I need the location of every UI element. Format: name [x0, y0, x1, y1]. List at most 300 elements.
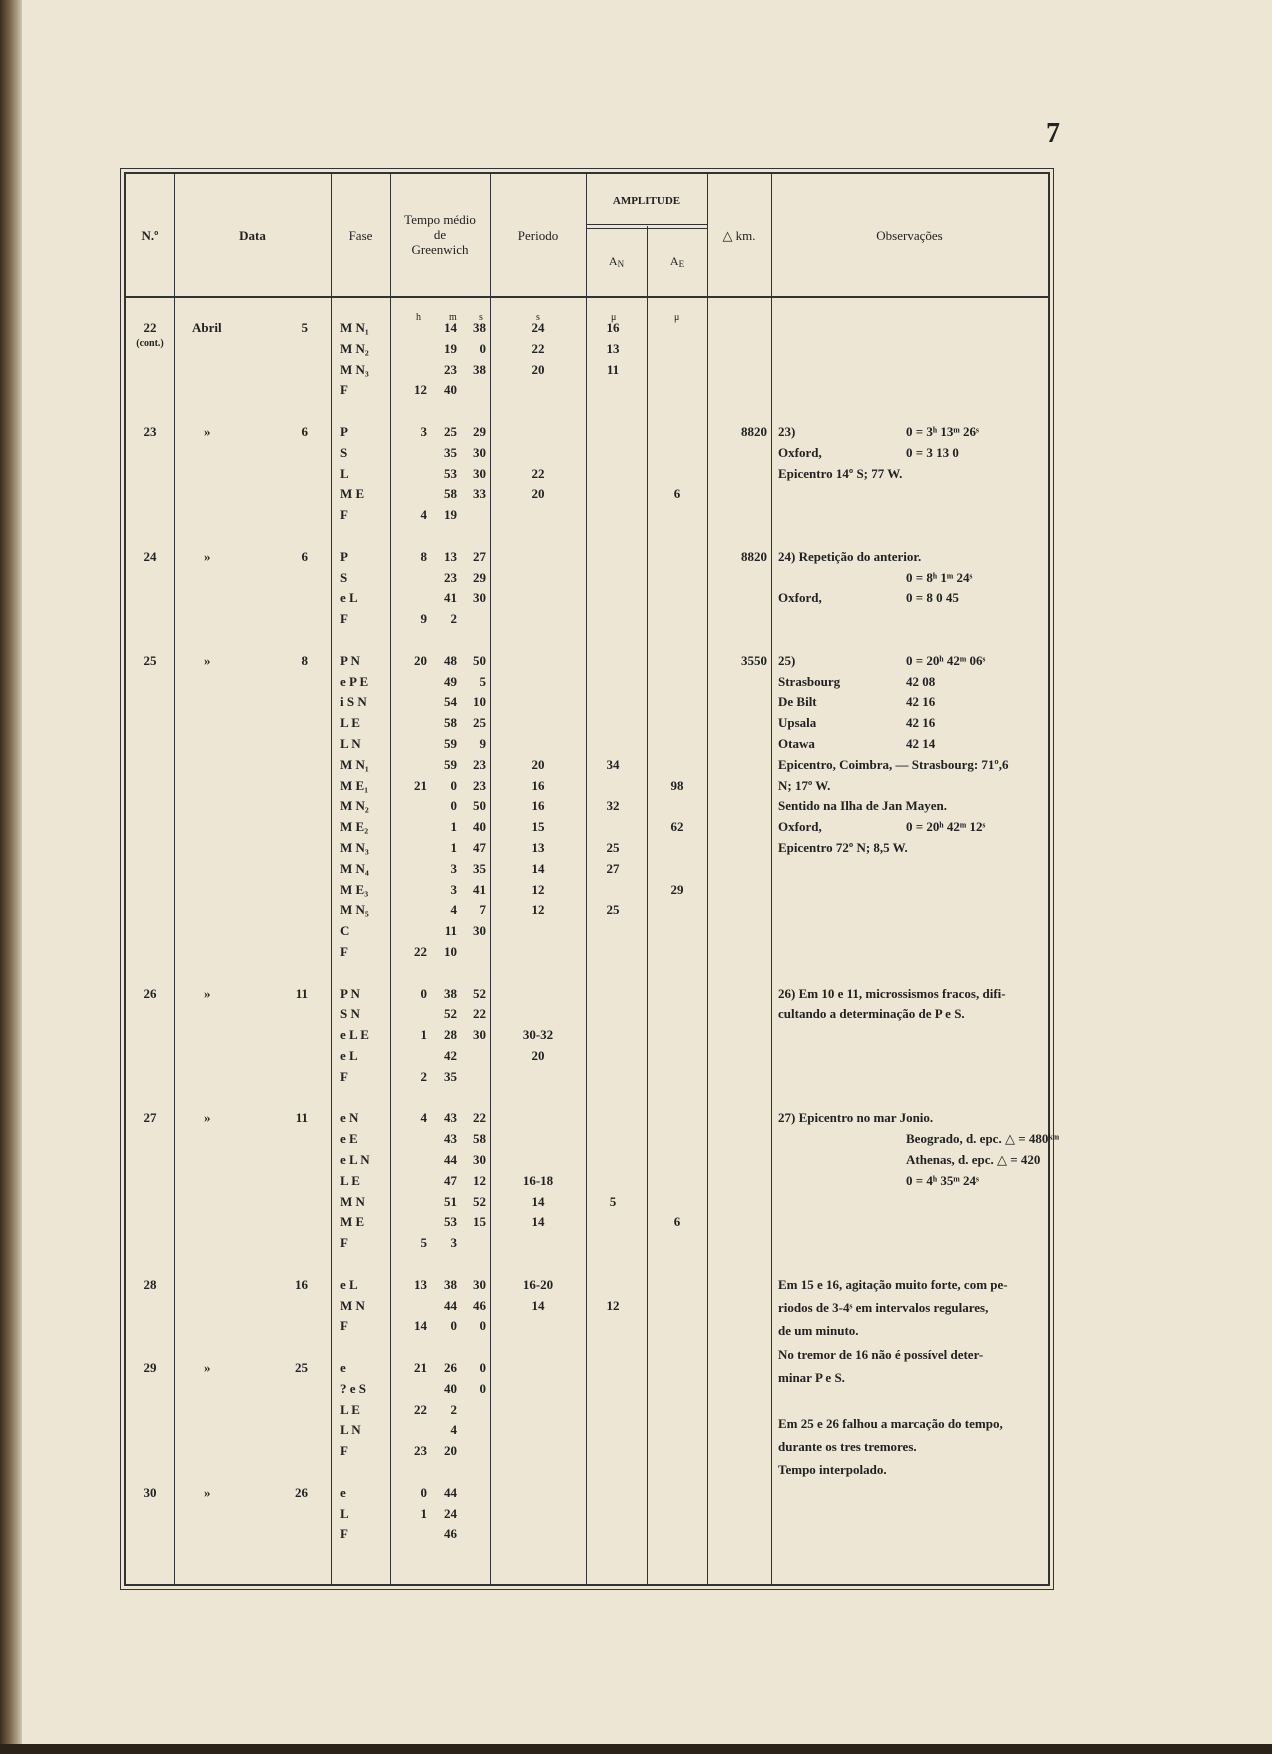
unit-ae: μ — [674, 312, 680, 323]
cell-no: 29 — [143, 1360, 157, 1375]
cell-periodo: 13 — [531, 840, 545, 855]
cell-second: 5 — [479, 673, 486, 689]
cell-second: 22 — [473, 1110, 486, 1126]
cell-fase: M N₄ — [340, 860, 369, 876]
cell-fase: L — [340, 1505, 349, 1521]
obs-text: Epicentro 14º S; 77 W. — [778, 465, 903, 481]
cell-minute: 14 — [444, 320, 457, 335]
cell-minute: 59 — [444, 736, 457, 751]
cell-minute: 44 — [444, 1152, 457, 1167]
header-an-letter: A — [608, 254, 618, 268]
cell-minute: 4 — [450, 1422, 457, 1438]
cell-minute: 10 — [444, 944, 457, 959]
cell-minute: 25 — [444, 424, 457, 439]
obs-value: 0 = 3 13 0 — [906, 444, 959, 460]
cell-month: » — [204, 548, 211, 564]
cell-periodo: 16 — [531, 798, 545, 814]
unit-m: m — [449, 312, 457, 323]
cell-second: 38 — [473, 320, 486, 335]
cell-periodo: 22 — [531, 340, 545, 356]
cell-day: 11 — [295, 1110, 308, 1126]
amplitude-divider — [586, 228, 707, 229]
cell-minute: 19 — [444, 340, 457, 356]
cell-minute: 13 — [444, 548, 457, 564]
cell-fase: e L — [340, 590, 358, 606]
cell-fase: P N — [340, 985, 360, 1001]
cell-hour: 20 — [414, 652, 427, 668]
cell-fase: M N — [340, 1193, 365, 1209]
cell-hour: 9 — [420, 611, 427, 627]
cell-minute: 51 — [444, 1193, 457, 1209]
obs-value: Athenas, d. epc. △ = 420 — [906, 1152, 1041, 1167]
obs-text: Sentido na Ilha de Jan Mayen. — [778, 798, 948, 814]
cell-fase: L — [340, 465, 349, 481]
cell-no: 23 — [143, 424, 157, 439]
cell-an: 16 — [606, 320, 620, 335]
cell-minute: 53 — [444, 465, 457, 481]
cell-periodo: 12 — [531, 881, 545, 897]
cell-periodo: 14 — [531, 1193, 545, 1209]
cell-no: 27 — [143, 1110, 157, 1126]
cell-an: 11 — [606, 361, 620, 377]
cell-an: 27 — [606, 860, 620, 876]
cell-month: » — [204, 1110, 211, 1126]
cell-minute: 41 — [444, 590, 457, 606]
cell-second: 15 — [473, 1214, 486, 1230]
obs-note: No tremor de 16 não é possível deter- — [778, 1347, 984, 1362]
cell-periodo: 20 — [531, 1048, 545, 1063]
cell-minute: 1 — [450, 840, 457, 855]
header-tempo-line2: de — [433, 227, 447, 242]
cell-fase: i S N — [340, 694, 367, 710]
cell-minute: 58 — [444, 715, 457, 731]
cell-fase: L E — [340, 1401, 360, 1417]
cell-second: 9 — [479, 736, 486, 751]
cell-day: 5 — [301, 320, 308, 335]
cell-an: 34 — [606, 756, 620, 772]
cell-second: 29 — [473, 424, 486, 439]
obs-text: 25) — [778, 652, 796, 668]
cell-ae: 62 — [670, 819, 684, 835]
header-tempo-line1: Tempo médio — [404, 212, 476, 227]
obs-note: Tempo interpolado. — [778, 1462, 887, 1477]
col-divider — [707, 174, 708, 1584]
unit-s: s — [479, 312, 483, 323]
cell-second: 38 — [473, 361, 486, 377]
cell-minute: 42 — [444, 1048, 457, 1063]
header-an — [586, 254, 647, 272]
cell-second: 10 — [473, 694, 486, 710]
cell-fase: e L — [340, 1276, 358, 1292]
col-divider — [647, 226, 648, 1584]
cell-second: 0 — [479, 1318, 486, 1334]
obs-text: Epicentro 72º N; 8,5 W. — [778, 840, 908, 855]
obs-note: minar P e S. — [778, 1370, 845, 1385]
obs-text: Upsala — [778, 715, 817, 731]
cell-fase: F — [340, 507, 348, 523]
cell-hour: 4 — [420, 1110, 427, 1126]
cell-fase: L N — [340, 736, 361, 751]
cell-minute: 47 — [444, 1172, 457, 1188]
obs-note: de um minuto. — [778, 1323, 859, 1338]
header-periodo: Periodo — [517, 228, 559, 243]
obs-value: 0 = 20ʰ 42ᵐ 06ˢ — [906, 652, 986, 668]
cell-day: 25 — [295, 1360, 308, 1375]
obs-value: 0 = 20ʰ 42ᵐ 12ˢ — [906, 819, 986, 835]
cell-minute: 53 — [444, 1214, 457, 1230]
obs-text: De Bilt — [778, 694, 817, 710]
cell-second: 33 — [473, 486, 486, 502]
cell-fase: M E₃ — [340, 881, 369, 897]
cell-an: 12 — [606, 1297, 620, 1313]
cell-an: 13 — [606, 340, 620, 356]
obs-value: 42 08 — [906, 673, 936, 689]
cell-an: 5 — [609, 1193, 617, 1209]
cell-hour: 14 — [414, 1318, 427, 1334]
cell-hour: 0 — [420, 1484, 427, 1500]
obs-text: 23) — [778, 424, 796, 439]
obs-text: Oxford, — [778, 819, 822, 835]
obs-value: 0 = 4ʰ 35ᵐ 24ˢ — [906, 1172, 979, 1188]
cell-second: 30 — [473, 923, 486, 939]
obs-text: Oxford, — [778, 444, 822, 460]
cell-fase: M N₁ — [340, 320, 369, 335]
cell-periodo: 16-18 — [522, 1172, 554, 1188]
obs-note: riodos de 3-4ˢ em intervalos regulares, — [778, 1300, 989, 1315]
cell-periodo: 14 — [531, 1214, 545, 1230]
header-ae — [647, 254, 707, 272]
cell-km: 8820 — [741, 424, 767, 439]
cell-second: 47 — [473, 840, 486, 855]
amplitude-divider — [586, 224, 707, 225]
cell-minute: 43 — [444, 1131, 457, 1147]
cell-second: 29 — [473, 569, 486, 585]
header-ae-sub: E — [678, 259, 685, 269]
cell-fase: M N₁ — [340, 756, 369, 772]
cell-minute: 38 — [444, 985, 457, 1001]
cell-minute: 40 — [444, 382, 457, 398]
header-data: Data — [239, 228, 266, 243]
header-amplitude: AMPLITUDE — [612, 195, 681, 207]
cell-fase: e E — [340, 1131, 358, 1147]
cell-periodo: 15 — [531, 819, 545, 835]
cell-fase: M E — [340, 486, 365, 502]
cell-hour: 22 — [414, 944, 427, 959]
cell-hour: 0 — [420, 985, 427, 1001]
cell-minute: 54 — [444, 694, 457, 710]
cell-periodo: 14 — [531, 1297, 545, 1313]
obs-value: 0 = 8ʰ 1ᵐ 24ˢ — [906, 569, 973, 585]
cell-second: 30 — [473, 590, 486, 606]
col-divider — [490, 174, 491, 1584]
cell-minute: 59 — [444, 756, 457, 772]
cell-second: 0 — [479, 1360, 486, 1375]
cell-fase: P — [340, 548, 348, 564]
obs-text: 24) Repetição do anterior. — [778, 548, 922, 564]
cell-second: 30 — [473, 444, 486, 460]
cell-no: 28 — [143, 1276, 157, 1292]
obs-value: 42 14 — [906, 736, 936, 751]
cell-ae: 6 — [673, 486, 681, 502]
header-ae-letter: A — [669, 254, 679, 268]
obs-text: Oxford, — [778, 590, 822, 606]
obs-text: cultando a determinação de P e S. — [778, 1006, 965, 1022]
cell-hour: 5 — [420, 1235, 427, 1251]
col-divider — [331, 174, 332, 1584]
cell-fase: S — [340, 569, 348, 585]
cell-minute: 35 — [444, 444, 457, 460]
cell-minute: 52 — [444, 1006, 457, 1022]
obs-text: Otawa — [778, 736, 815, 751]
cell-hour: 4 — [420, 507, 427, 523]
cell-an: 25 — [606, 902, 620, 918]
cell-minute: 26 — [444, 1360, 457, 1375]
cell-fase: C — [340, 923, 350, 939]
cell-day: 6 — [301, 548, 308, 564]
cell-month: » — [204, 985, 211, 1001]
cell-second: 7 — [479, 902, 486, 918]
cell-second: 30 — [473, 465, 486, 481]
cell-minute: 35 — [444, 1068, 457, 1084]
obs-value: 0 = 3ʰ 13ᵐ 26ˢ — [906, 424, 979, 439]
cell-day: 11 — [295, 985, 308, 1001]
cell-minute: 58 — [444, 486, 457, 502]
cell-no: 26 — [143, 985, 157, 1001]
cell-second: 40 — [473, 819, 486, 835]
cell-no: 24 — [143, 548, 157, 564]
cell-fase: M N₃ — [340, 840, 369, 855]
header-observacoes: Observações — [876, 228, 943, 243]
cell-an: 32 — [606, 798, 620, 814]
cell-month: » — [204, 652, 211, 668]
cell-minute: 2 — [450, 1401, 457, 1417]
cell-second: 52 — [473, 985, 486, 1001]
cell-fase: M N₃ — [340, 361, 369, 377]
obs-value: 42 16 — [906, 715, 936, 731]
cell-second: 30 — [473, 1276, 486, 1292]
cell-second: 50 — [473, 652, 486, 668]
cell-fase: M N — [340, 1297, 365, 1313]
cell-hour: 1 — [420, 1505, 427, 1521]
cell-fase: F — [340, 1443, 348, 1459]
cell-ae: 29 — [670, 881, 684, 897]
cell-second: 30 — [473, 1027, 486, 1043]
cell-minute: 43 — [444, 1110, 457, 1126]
cell-second: 0 — [479, 340, 486, 356]
cell-fase: P — [340, 424, 348, 439]
col-divider — [586, 174, 587, 1584]
cell-minute: 3 — [450, 881, 457, 897]
cell-fase: e — [340, 1360, 346, 1375]
cell-second: 58 — [473, 1131, 486, 1147]
cell-minute: 3 — [450, 860, 457, 876]
cell-fase: F — [340, 1318, 348, 1334]
cell-second: 0 — [479, 1380, 486, 1396]
cell-hour: 21 — [414, 1360, 427, 1375]
cell-no-cont: (cont.) — [136, 338, 164, 349]
cell-periodo: 20 — [531, 361, 545, 377]
cell-periodo: 20 — [531, 756, 545, 772]
cell-hour: 13 — [414, 1276, 427, 1292]
header-tempo-line3: Greenwich — [411, 242, 469, 257]
cell-hour: 22 — [414, 1401, 427, 1417]
cell-minute: 3 — [450, 1235, 457, 1251]
cell-minute: 0 — [450, 777, 457, 793]
col-divider — [771, 174, 772, 1584]
cell-fase: e L E — [340, 1027, 369, 1043]
cell-fase: S — [340, 444, 348, 460]
cell-month: » — [204, 1484, 211, 1500]
cell-no: 30 — [143, 1484, 157, 1500]
page-number: 7 — [1046, 118, 1060, 149]
cell-fase: L E — [340, 715, 360, 731]
cell-hour: 3 — [420, 424, 427, 439]
cell-periodo: 16-20 — [522, 1276, 554, 1292]
cell-fase: L N — [340, 1422, 361, 1438]
seismic-table — [124, 172, 1060, 1586]
cell-minute: 28 — [444, 1027, 457, 1043]
cell-minute: 1 — [450, 819, 457, 835]
cell-fase: F — [340, 382, 348, 398]
cell-periodo: 14 — [531, 860, 545, 876]
cell-second: 30 — [473, 1152, 486, 1167]
header-km: △ km. — [722, 228, 756, 243]
cell-fase: M N₂ — [340, 798, 369, 814]
cell-second: 22 — [473, 1006, 486, 1022]
cell-fase: M N₂ — [340, 340, 369, 356]
cell-month: Abril — [192, 320, 222, 335]
cell-hour: 1 — [420, 1027, 427, 1043]
cell-fase: M E₁ — [340, 777, 369, 793]
cell-second: 52 — [473, 1193, 486, 1209]
cell-day: 16 — [295, 1276, 308, 1292]
header-divider — [126, 296, 1048, 298]
cell-periodo: 30-32 — [522, 1027, 554, 1043]
cell-minute: 19 — [444, 507, 457, 523]
cell-second: 35 — [473, 860, 486, 876]
cell-fase: M E — [340, 1214, 365, 1230]
cell-minute: 44 — [444, 1484, 457, 1500]
cell-fase: M N₅ — [340, 902, 369, 918]
cell-month: » — [204, 1360, 211, 1375]
obs-text: Epicentro, Coimbra, — Strasbourg: 71º,6 — [778, 756, 1009, 772]
header-no: N.º — [141, 228, 159, 243]
cell-hour: 8 — [420, 548, 427, 564]
unit-h: h — [416, 312, 421, 323]
cell-fase: F — [340, 1068, 348, 1084]
header-tempo — [390, 212, 490, 257]
cell-second: 25 — [473, 715, 486, 731]
cell-day: 8 — [301, 652, 308, 668]
cell-second: 46 — [473, 1297, 486, 1313]
cell-ae: 6 — [673, 1214, 681, 1230]
cell-second: 27 — [473, 548, 486, 564]
cell-fase: F — [340, 611, 348, 627]
unit-period-s: s — [536, 312, 540, 323]
cell-no: 22 — [143, 320, 157, 335]
cell-minute: 40 — [444, 1380, 457, 1396]
cell-fase: e N — [340, 1110, 359, 1126]
cell-ae: 98 — [670, 777, 684, 793]
header-fase: Fase — [348, 228, 373, 243]
cell-fase: S N — [340, 1006, 360, 1022]
cell-minute: 2 — [450, 611, 457, 627]
cell-fase: e L N — [340, 1152, 370, 1167]
obs-value: 0 = 8 0 45 — [906, 590, 959, 606]
cell-fase: ? e S — [340, 1380, 366, 1396]
col-divider — [174, 174, 175, 1584]
cell-second: 23 — [473, 777, 486, 793]
obs-text: 26) Em 10 e 11, microssismos fracos, difi- — [778, 985, 1006, 1001]
cell-fase: P N — [340, 652, 360, 668]
cell-no: 25 — [143, 652, 157, 668]
cell-hour: 12 — [414, 382, 427, 398]
obs-note: Em 15 e 16, agitação muito forte, com pe- — [778, 1277, 1008, 1292]
cell-periodo: 12 — [531, 902, 545, 918]
cell-second: 50 — [473, 798, 486, 814]
header-an-sub: N — [617, 259, 625, 269]
cell-fase: e P E — [340, 673, 369, 689]
cell-fase: e L — [340, 1048, 358, 1063]
cell-periodo: 20 — [531, 486, 545, 502]
cell-minute: 23 — [444, 361, 457, 377]
cell-second: 12 — [473, 1172, 486, 1188]
cell-periodo: 24 — [531, 320, 545, 335]
cell-minute: 11 — [444, 923, 457, 939]
cell-minute: 46 — [444, 1526, 457, 1542]
cell-minute: 20 — [444, 1443, 457, 1459]
cell-minute: 48 — [444, 652, 457, 668]
obs-text: N; 17º W. — [778, 777, 831, 793]
cell-second: 23 — [473, 756, 486, 772]
cell-minute: 38 — [444, 1276, 457, 1292]
obs-note: Em 25 e 26 falhou a marcação do tempo, — [778, 1416, 1003, 1431]
cell-minute: 49 — [444, 673, 457, 689]
cell-minute: 24 — [444, 1505, 457, 1521]
obs-value: 42 16 — [906, 694, 936, 710]
page-edge — [0, 1744, 1272, 1754]
cell-km: 3550 — [741, 652, 767, 668]
cell-day: 6 — [301, 424, 308, 439]
cell-fase: F — [340, 1235, 348, 1251]
cell-fase: L E — [340, 1172, 360, 1188]
book-spine — [0, 0, 22, 1754]
cell-hour: 21 — [414, 777, 427, 793]
cell-fase: M E₂ — [340, 819, 369, 835]
cell-fase: e — [340, 1484, 346, 1500]
obs-value: Beogrado, d. epc. △ = 480ᵏᵐ — [906, 1131, 1060, 1147]
cell-hour: 2 — [420, 1068, 427, 1084]
cell-an: 25 — [606, 840, 620, 855]
cell-minute: 0 — [450, 1318, 457, 1334]
obs-note: durante os tres tremores. — [778, 1439, 917, 1454]
obs-text: Strasbourg — [778, 673, 841, 689]
col-divider — [390, 174, 391, 1584]
unit-an: μ — [611, 312, 617, 323]
cell-fase: F — [340, 944, 348, 959]
cell-month: » — [204, 424, 211, 439]
cell-day: 26 — [295, 1484, 308, 1500]
cell-minute: 4 — [450, 902, 457, 918]
cell-second: 41 — [473, 881, 486, 897]
cell-periodo: 22 — [531, 465, 545, 481]
cell-minute: 23 — [444, 569, 457, 585]
cell-km: 8820 — [741, 548, 767, 564]
cell-periodo: 16 — [531, 777, 545, 793]
cell-hour: 23 — [414, 1443, 427, 1459]
cell-fase: F — [340, 1526, 348, 1542]
cell-minute: 0 — [450, 798, 457, 814]
